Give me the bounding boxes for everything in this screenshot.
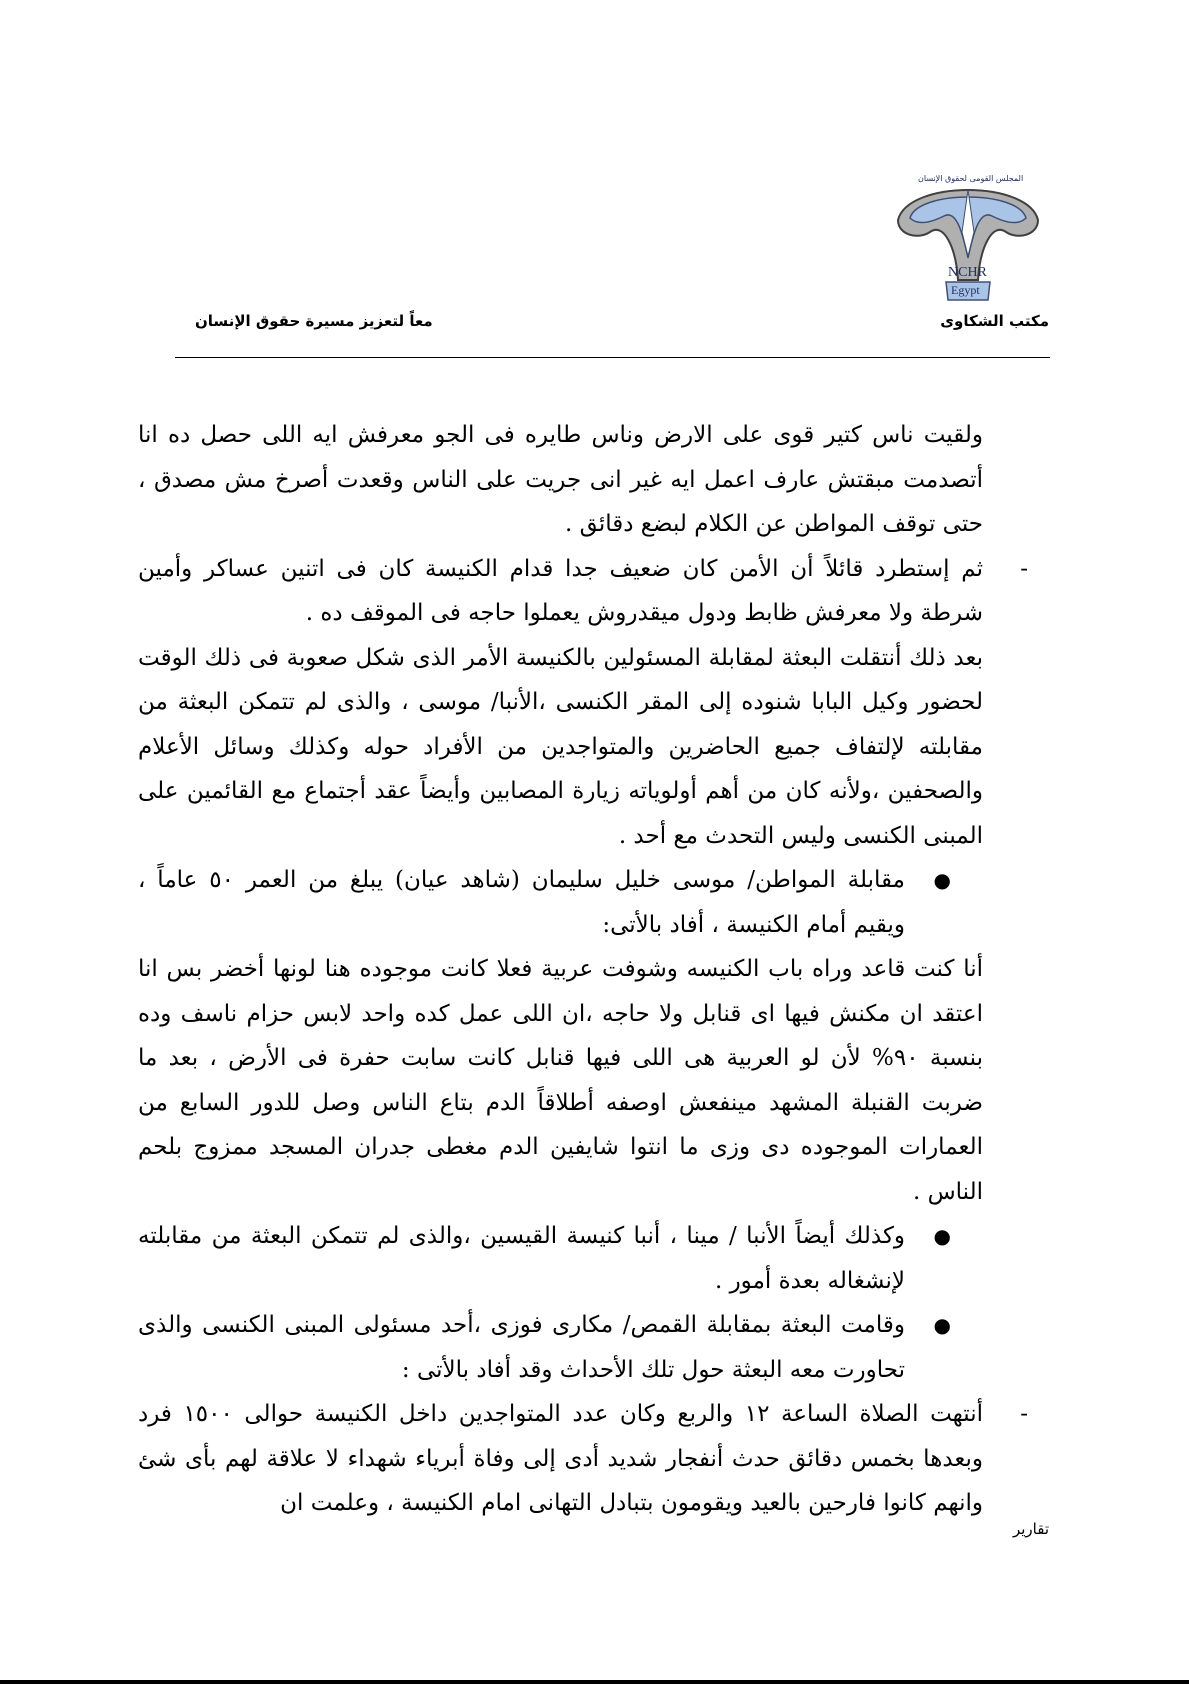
- bullet-item-text: وقامت البعثة بمقابلة القمص/ مكارى فوزى ،أحد مسئولى المبنى الكنسى والذى تحاورت معه البعثة حول تلك الأحداث وقد أفاد بالأتى :: [138, 1312, 905, 1383]
- header-slogan: معاً لتعزيز مسيرة حقوق الإنسان: [195, 312, 433, 330]
- bullet-item: [138, 1214, 983, 1303]
- paragraph: [138, 636, 983, 859]
- dash-item: [138, 547, 1028, 636]
- paragraph-text: أنا كنت قاعد وراه باب الكنيسه وشوفت عربية فعلا كانت موجوده هنا لونها أخضر بس انا اعتقد ان مكنش فيها اى قنابل ولا حاجه ،ان اللى عمل كده واحد لابس حزام ناسف وده بنسبة ٩٠% لأن لو العربية هى اللى فيها قنابل كانت سابت حفرة فى الأرض ، بعد ما ضربت القنبلة المشهد مينفعش اوصفه أطلاقاً الدم بتاع الناس وصل للدور السابع من العمارات الموجوده دى وزى ما انتوا شايفين الدم مغطى جدران المسجد ممزوج بلحم الناس .: [138, 956, 983, 1205]
- document-body: [138, 413, 1028, 1526]
- dash-marker: -: [1020, 555, 1028, 582]
- bullet-item-text: وكذلك أيضاً الأنبا / مينا ، أنبا كنيسة القيسين ،والذى لم تتمكن البعثة من مقابلته لإنشغاله بعدة أمور .: [138, 1223, 905, 1294]
- bottom-edge-rule: [0, 1680, 1189, 1684]
- paragraph-text: ولقيت ناس كتير قوى على الارض وناس طايره فى الجو معرفش ايه اللى حصل ده انا أتصدمت مبقتش عارف اعمل ايه غير انى جريت على الناس وقعدت أصرخ مش مصدق ، حتى توقف المواطن عن الكلام لبضع دقائق .: [138, 422, 983, 537]
- nchr-logo: [888, 160, 1048, 310]
- bullet-marker: ●: [933, 1224, 951, 1248]
- logo-mark-text: NCHR: [948, 265, 987, 280]
- bullet-item-text: مقابلة المواطن/ موسى خليل سليمان (شاهد عيان) يبلغ من العمر ٥٠ عاماً ، ويقيم أمام الكنيسة ، أفاد بالأتى:: [138, 867, 905, 938]
- paragraph: [138, 947, 983, 1214]
- footer-label: تقارير: [1012, 1520, 1049, 1538]
- logo-country-text: Egypt: [951, 283, 980, 297]
- header-office: مكتب الشكاوى: [940, 312, 1049, 330]
- bullet-marker: ●: [933, 1313, 951, 1337]
- dash-item-text: ثم إستطرد قائلاً أن الأمن كان ضعيف جدا قدام الكنيسة كان فى اتنين عساكر وأمين شرطة ولا معرفش ظابط ودول ميقدروش يعملوا حاجه فى الموقف ده .: [138, 555, 983, 626]
- header-rule: [175, 357, 1050, 358]
- bullet-item: [138, 858, 983, 947]
- paragraph: [138, 413, 983, 547]
- dash-marker: -: [1020, 1401, 1028, 1427]
- paragraph-text: بعد ذلك أنتقلت البعثة لمقابلة المسئولين بالكنيسة الأمر الذى شكل صعوبة فى ذلك الوقت لحضور وكيل البابا شنوده إلى المقر الكنسى ،الأنبا/ موسى ، والذى لم تتمكن البعثة من مقابلته لإلتفاف جميع الحاضرين والمتواجدين من الأفراد حوله وكذلك وسائل الأعلام والصحفين ،ولأنه كان من أهم أولوياته زيارة المصابين وأيضاً عقد أجتماع مع القائمين على المبنى الكنسى وليس التحدث مع أحد .: [138, 644, 984, 849]
- bullet-marker: ●: [933, 868, 951, 892]
- logo-arc-text: المجلس القومى لحقوق الإنسان: [918, 174, 1024, 183]
- dash-item-text: أنتهت الصلاة الساعة ١٢ والربع وكان عدد المتواجدين داخل الكنيسة حوالى ١٥٠٠ فرد وبعدها بخمس دقائق حدث أنفجار شديد أدى إلى وفاة أبرياء شهداء لا علاقة لهم بأى شئ وانهم كانوا فارحين بالعيد ويقومون بتبادل التهانى امام الكنيسة ، وعلمت ان: [138, 1401, 983, 1516]
- dash-item: [138, 1392, 1028, 1526]
- bullet-item: [138, 1303, 983, 1392]
